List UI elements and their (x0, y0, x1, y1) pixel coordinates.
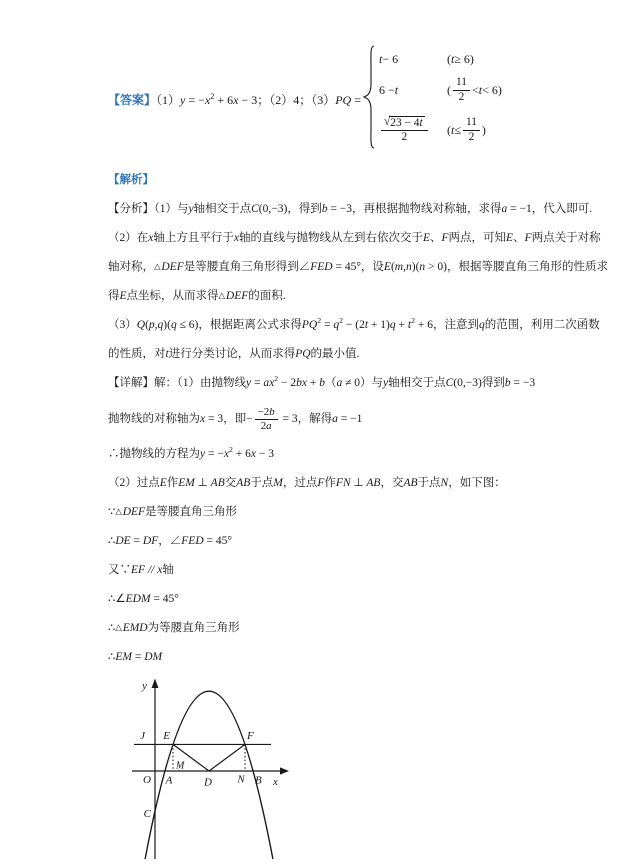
label-point-f: F (247, 730, 254, 742)
case-condition: ( $\frac{11}{2}$ < t < 6) (447, 76, 502, 103)
case-expression: t − 6 (379, 51, 399, 66)
text-line: 又∵EF // x轴 (108, 564, 174, 576)
label-x-axis: x (273, 776, 278, 788)
case-condition: ( t ≥ 6) (447, 51, 474, 66)
text-line: 【解析】 (108, 174, 154, 186)
label-point-j: J (140, 730, 145, 742)
text-line: 【详解】解：（1）由抛物线$y = ax^2 - 2bx + b(a \ne 0)$与y轴相交于点C(0,−3)得到b = −3 (108, 374, 536, 389)
case-row (379, 71, 502, 109)
answer-text: 【答案】$(1)y = -x^2 + 6x - 3$；（2）4；（3）PQ = (108, 91, 361, 107)
label-point-b: B (255, 774, 262, 787)
fraction: $\frac{-2b}{2a}$ (255, 406, 278, 432)
text-line: ∴抛物线的方程为$y = -x^2 + 6x - 3$ (108, 445, 274, 460)
figure-canvas (110, 676, 300, 860)
label-point-m: M (176, 760, 185, 772)
text-line: （2）在x轴上方且平行于x轴的直线与抛物线从左到右依次交于E、F两点，可知E、F两点关于对称 (108, 232, 601, 244)
label-y-axis: y (142, 680, 147, 692)
label-point-e: E (163, 730, 170, 742)
case-condition: ( t ≤ $\frac{11}{2}$ ) (447, 116, 486, 143)
label-point-n: N (237, 773, 245, 786)
label-origin: O (143, 774, 151, 786)
piecewise-cases (379, 47, 502, 151)
square-root: √ 23 − 4t (384, 115, 423, 129)
text-line: 轴对称，△DEF是等腰直角三角形得到∠FED = 45°，设E(m,n)(n > 0)，根据等腰直角三角形的性质求 (108, 261, 608, 273)
case-expression: 6 − t (379, 82, 399, 97)
text-line: ∴DE = DF，∠FED = 45° (108, 535, 232, 547)
text-line: ∴∠EDM = 45° (108, 593, 179, 605)
text-line: ∵△DEF是等腰直角三角形 (108, 506, 238, 518)
y-axis (152, 679, 159, 860)
text-line: 的性质，对t进行分类讨论，从而求得PQ的最小值. (108, 348, 360, 360)
case-row (379, 47, 502, 71)
text-line: ∴EM = DM (108, 651, 163, 663)
fraction: √ 23 − 4t 2 (381, 116, 428, 144)
text-line: ∴△EMD为等腰直角三角形 (108, 622, 240, 634)
text-line: （2）过点E作EM ⊥ AB交AB于点M，过点F作FN ⊥ AB，交AB于点N，如下图： (108, 477, 506, 489)
case-row (379, 109, 502, 151)
text-line: （3）Q(p,q)(q ≤ 6)，根据距离公式求得$PQ^2 = q^2 - (2t + 1)q + t^2 + 6$，注意到q的范围，利用二次函数 (108, 316, 600, 331)
solution-body (108, 166, 608, 672)
parabola-curve (145, 691, 273, 859)
fraction: $\frac{11}{2}$ (453, 76, 470, 103)
label-point-a: A (165, 774, 173, 787)
answer-line (108, 44, 529, 154)
x-axis-arrow-icon (280, 767, 289, 774)
piecewise-brace (362, 44, 377, 154)
text-line: 抛物线的对称轴为x = 3，即− $\frac{-2b}{2a}$ = 3，解得a = −1 (108, 406, 363, 432)
text-line: 得E点坐标，从而求得△DEF的面积. (108, 290, 286, 302)
fraction: $\frac{11}{2}$ (463, 116, 480, 143)
text-line: 【分析】（1）与y轴相交于点C(0,−3)，得到b = −3，再根据抛物线对称轴，求得a = −1，代入即可. (108, 203, 593, 215)
case-expression (379, 116, 437, 144)
parabola-figure (110, 676, 529, 865)
y-axis-arrow-icon (152, 679, 159, 689)
label-point-c: C (143, 808, 151, 820)
curly-brace-icon (362, 44, 377, 150)
label-point-d: D (204, 776, 212, 789)
